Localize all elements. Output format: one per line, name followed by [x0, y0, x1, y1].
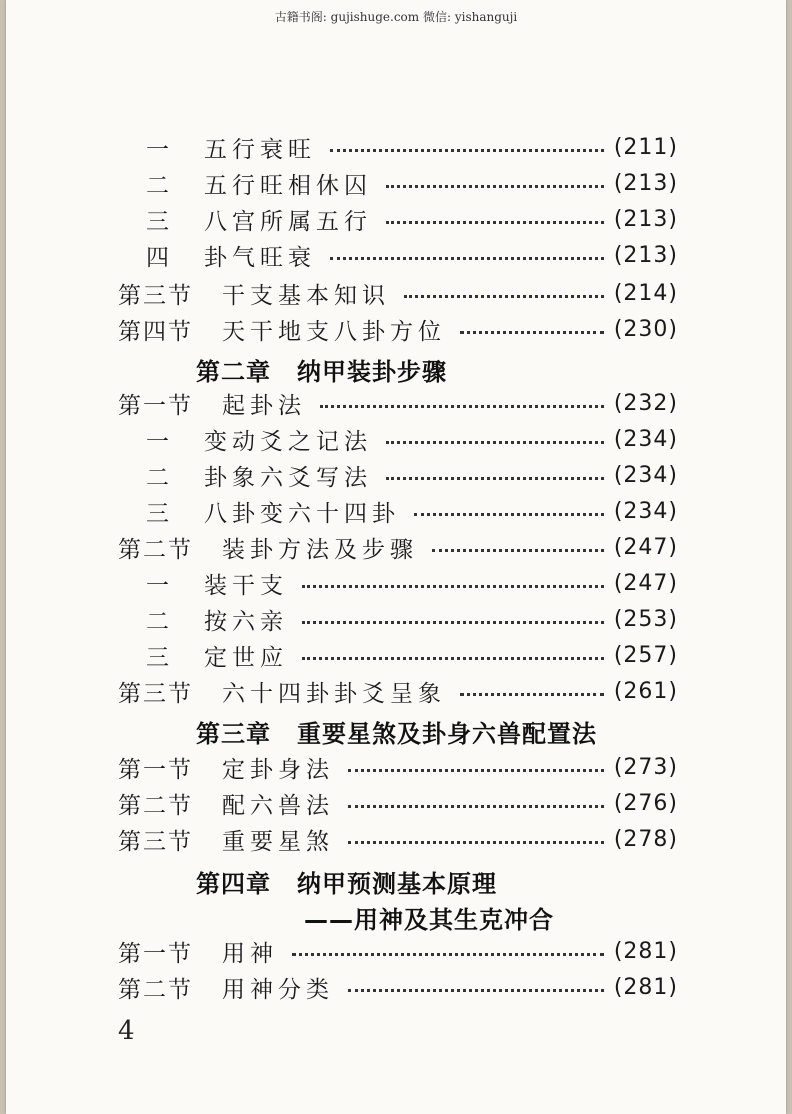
toc-page-number: (276) — [613, 790, 678, 816]
toc-page-number: (232) — [613, 390, 678, 416]
toc-title: 起卦法 — [222, 392, 306, 419]
toc-number: 一 — [146, 572, 171, 599]
toc-section-row[interactable] — [118, 936, 678, 966]
toc-item-row[interactable] — [146, 640, 678, 670]
dot-leader — [302, 585, 604, 588]
toc-title: 六十四卦卦爻呈象 — [222, 680, 446, 707]
toc-number: 三 — [146, 208, 171, 235]
toc-page-number: (247) — [613, 570, 678, 596]
toc-title: 五行旺相休囚 — [204, 172, 372, 199]
toc-page-number: (213) — [613, 170, 678, 196]
toc-page-number: (234) — [613, 426, 678, 452]
dot-leader — [348, 769, 604, 772]
dot-leader — [414, 513, 604, 516]
dot-leader — [386, 441, 604, 444]
toc-page-number: (234) — [613, 462, 678, 488]
toc-section-row[interactable] — [118, 676, 678, 706]
toc-section-row[interactable] — [118, 278, 678, 308]
toc-section-row[interactable] — [118, 314, 678, 344]
chapter-heading — [196, 714, 597, 749]
chapter-title: 纳甲预测基本原理 — [297, 870, 497, 898]
dot-leader — [292, 953, 604, 956]
dot-leader — [460, 693, 604, 696]
toc-page-number: (234) — [613, 498, 678, 524]
toc-section-row[interactable] — [118, 532, 678, 562]
chapter-subtitle: ——用神及其生克冲合 — [304, 906, 554, 934]
toc-section-row[interactable] — [118, 788, 678, 818]
dot-leader — [330, 149, 604, 152]
toc-number: 第三节 — [118, 828, 193, 855]
dot-leader — [302, 621, 604, 624]
toc-page-number: (247) — [613, 534, 678, 560]
toc-item-row[interactable] — [146, 568, 678, 598]
toc-title: 卦气旺衰 — [204, 244, 316, 271]
watermark-header: 古籍书阁: gujishuge.com 微信: yishanguji — [274, 10, 518, 24]
toc-number: 第二节 — [118, 976, 193, 1003]
toc-title: 五行衰旺 — [204, 136, 316, 163]
toc-number: 第一节 — [118, 756, 193, 783]
toc-page-number: (281) — [613, 938, 678, 964]
toc-number: 第一节 — [118, 392, 193, 419]
toc-number: 二 — [146, 464, 171, 491]
toc-title: 用神 — [222, 940, 278, 967]
toc-title: 装干支 — [204, 572, 288, 599]
dot-leader — [460, 331, 604, 334]
chapter-label: 第三章 — [196, 720, 271, 748]
toc-number: 三 — [146, 500, 171, 527]
toc-number: 四 — [146, 244, 171, 271]
toc-item-row[interactable] — [146, 204, 678, 234]
toc-number: 一 — [146, 428, 171, 455]
toc-item-row[interactable] — [146, 240, 678, 270]
dot-leader — [348, 989, 604, 992]
toc-title: 定世应 — [204, 644, 288, 671]
toc-number: 第二节 — [118, 536, 193, 563]
toc-number: 一 — [146, 136, 171, 163]
toc-title: 重要星煞 — [222, 828, 334, 855]
toc-title: 卦象六爻写法 — [204, 464, 372, 491]
toc-item-row[interactable] — [146, 460, 678, 490]
toc-number: 第三节 — [118, 680, 193, 707]
dot-leader — [432, 549, 604, 552]
toc-page-number: (214) — [613, 280, 678, 306]
toc-number: 第二节 — [118, 792, 193, 819]
toc-title: 天干地支八卦方位 — [222, 318, 446, 345]
toc-title: 八宫所属五行 — [204, 208, 372, 235]
chapter-title: 重要星煞及卦身六兽配置法 — [297, 720, 597, 748]
toc-number: 第一节 — [118, 940, 193, 967]
toc-title: 配六兽法 — [222, 792, 334, 819]
book-page — [6, 0, 786, 1114]
toc-number: 三 — [146, 644, 171, 671]
toc-item-row[interactable] — [146, 424, 678, 454]
toc-item-row[interactable] — [146, 496, 678, 526]
toc-page-number: (211) — [613, 134, 678, 160]
toc-page-number: (253) — [613, 606, 678, 632]
toc-number: 第三节 — [118, 282, 193, 309]
dot-leader — [404, 295, 604, 298]
toc-section-row[interactable] — [118, 824, 678, 854]
dot-leader — [386, 185, 604, 188]
toc-page-number: (213) — [613, 242, 678, 268]
toc-page-number: (261) — [613, 678, 678, 704]
chapter-label: 第二章 — [196, 358, 271, 386]
dot-leader — [386, 477, 604, 480]
toc-section-row[interactable] — [118, 972, 678, 1002]
chapter-heading — [196, 864, 497, 899]
toc-number: 二 — [146, 172, 171, 199]
toc-title: 按六亲 — [204, 608, 288, 635]
dot-leader — [320, 405, 604, 408]
dot-leader — [330, 257, 604, 260]
toc-title: 干支基本知识 — [222, 282, 390, 309]
toc-section-row[interactable] — [118, 388, 678, 418]
toc-page-number: (213) — [613, 206, 678, 232]
toc-page-number: (281) — [613, 974, 678, 1000]
toc-item-row[interactable] — [146, 604, 678, 634]
dot-leader — [302, 657, 604, 660]
chapter-label: 第四章 — [196, 870, 271, 898]
toc-title: 用神分类 — [222, 976, 334, 1003]
toc-title: 八卦变六十四卦 — [204, 500, 400, 527]
page-folio: 4 — [118, 1016, 135, 1046]
toc-page-number: (230) — [613, 316, 678, 342]
toc-page-number: (278) — [613, 826, 678, 852]
chapter-heading — [196, 352, 447, 387]
toc-title: 变动爻之记法 — [204, 428, 372, 455]
dot-leader — [348, 841, 604, 844]
toc-section-row[interactable] — [118, 752, 678, 782]
toc-title: 定卦身法 — [222, 756, 334, 783]
toc-item-row[interactable] — [146, 132, 678, 162]
chapter-title: 纳甲装卦步骤 — [297, 358, 447, 386]
toc-number: 二 — [146, 608, 171, 635]
toc-item-row[interactable] — [146, 168, 678, 198]
toc-page-number: (273) — [613, 754, 678, 780]
dot-leader — [348, 805, 604, 808]
dot-leader — [386, 221, 604, 224]
toc-number: 第四节 — [118, 318, 193, 345]
toc-title: 装卦方法及步骤 — [222, 536, 418, 563]
toc-page-number: (257) — [613, 642, 678, 668]
